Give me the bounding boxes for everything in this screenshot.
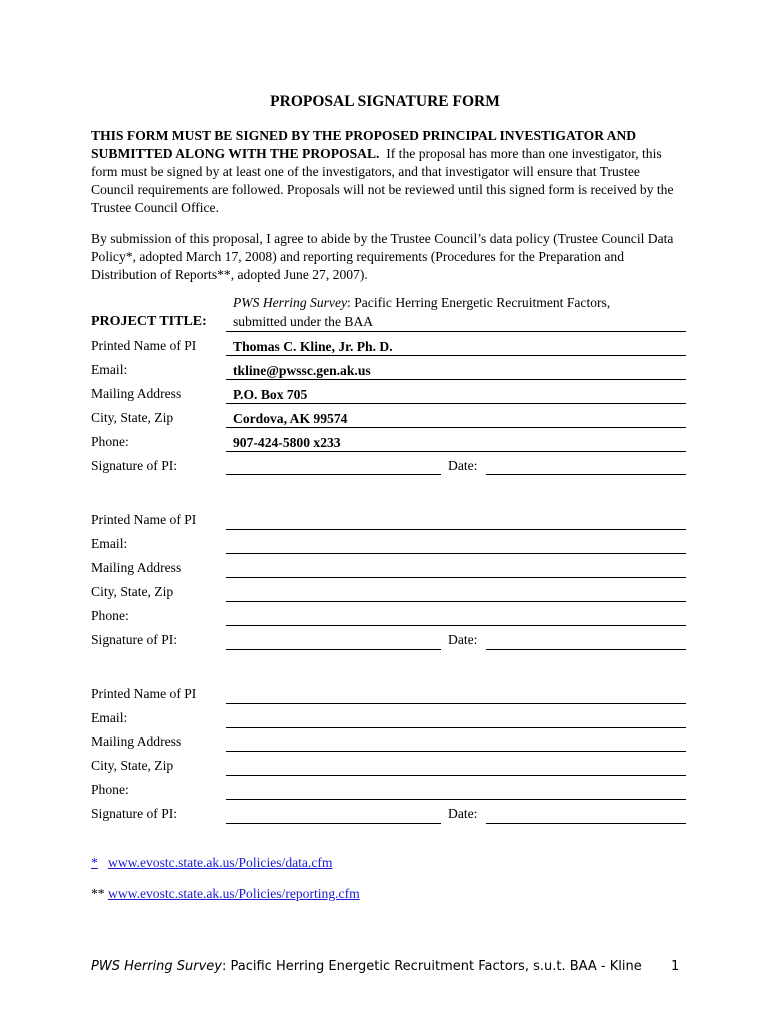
pi3-email-label: Email:	[91, 710, 128, 725]
pi3-date-label: Date:	[448, 806, 478, 821]
pi3-city-line[interactable]	[226, 775, 686, 776]
pi1-email-value[interactable]: tkline@pwssc.gen.ak.us	[233, 363, 371, 378]
pi1-name-label: Printed Name of PI	[91, 338, 197, 353]
footer-italic: PWS Herring Survey	[91, 959, 222, 974]
pi1-city-value[interactable]: Cordova, AK 99574	[233, 411, 348, 426]
pi1-mailing-value[interactable]: P.O. Box 705	[233, 387, 308, 402]
page-number: 1	[671, 959, 680, 974]
pi3-signature-label: Signature of PI:	[91, 806, 178, 821]
project-title-line1	[233, 295, 610, 311]
pi2-date-line[interactable]	[486, 649, 686, 650]
pi1-city-line	[226, 427, 686, 428]
pi2-phone-label: Phone:	[91, 608, 129, 623]
project-title-line2: submitted under the BAA	[233, 314, 374, 329]
pi2-email-label: Email:	[91, 536, 128, 551]
pi3-phone-label: Phone:	[91, 782, 129, 797]
pi1-city-label: City, State, Zip	[91, 410, 174, 425]
pi1-date-line[interactable]	[486, 474, 686, 475]
pi2-signature-label: Signature of PI:	[91, 632, 178, 647]
project-title-rest: : Pacific Herring Energetic Recruitment Factors,	[347, 295, 611, 310]
pi3-mailing-label: Mailing Address	[91, 734, 182, 749]
pi1-phone-line	[226, 451, 686, 452]
footnote-2-link[interactable]: www.evostc.state.ak.us/Policies/reporting.cfm	[108, 886, 360, 901]
pi2-phone-line[interactable]	[226, 625, 686, 626]
pi3-name-line[interactable]	[226, 703, 686, 704]
project-title-italic: PWS Herring Survey	[233, 295, 348, 310]
pi2-name-line[interactable]	[226, 529, 686, 530]
pi2-name-label: Printed Name of PI	[91, 512, 197, 527]
pi1-phone-label: Phone:	[91, 434, 129, 449]
pi3-name-label: Printed Name of PI	[91, 686, 197, 701]
pi3-date-line[interactable]	[486, 823, 686, 824]
footnote-1-marker: *	[91, 855, 98, 870]
pi1-name-line	[226, 355, 686, 356]
footnote-1	[91, 855, 333, 871]
pi1-signature-label: Signature of PI:	[91, 458, 178, 473]
intro-bold-text: THIS FORM MUST BE SIGNED BY THE PROPOSED PRINCIPAL INVESTIGATOR AND SUBMITTED ALONG WITH THE PROPOSAL.	[91, 128, 637, 161]
intro-rest-text: If the proposal has more than one investigator, this form must be signed by at least one of the investigators, and that investigator will ensure that Trustee Council requirements are followed. Proposals will not be reviewed until this signed form is received by the Trustee Council Office.	[91, 146, 674, 215]
pi1-name-value[interactable]: Thomas C. Kline, Jr. Ph. D.	[233, 339, 393, 354]
footnote-2	[91, 886, 360, 902]
footnote-1-link[interactable]: www.evostc.state.ak.us/Policies/data.cfm	[108, 855, 333, 870]
pi2-mailing-line[interactable]	[226, 577, 686, 578]
pi1-email-label: Email:	[91, 362, 128, 377]
pi3-email-line[interactable]	[226, 727, 686, 728]
page-title: PROPOSAL SIGNATURE FORM	[270, 93, 500, 110]
footnote-2-marker: **	[91, 886, 105, 901]
pi1-signature-line[interactable]	[226, 474, 441, 475]
pi3-signature-line[interactable]	[226, 823, 441, 824]
project-title-underline	[226, 331, 686, 332]
footer-rest: : Pacific Herring Energetic Recruitment Factors, s.u.t. BAA - Kline	[222, 959, 642, 974]
pi2-date-label: Date:	[448, 632, 478, 647]
pi2-city-line[interactable]	[226, 601, 686, 602]
pi1-mailing-line	[226, 403, 686, 404]
pi1-email-line	[226, 379, 686, 380]
pi2-email-line[interactable]	[226, 553, 686, 554]
agreement-paragraph: By submission of this proposal, I agree to abide by the Trustee Council’s data policy (Trustee Council Data Policy*, adopted March 17, 2008) and reporting requirements (Procedures for the Preparation and Distribution of Reports**, adopted June 27, 2007).	[91, 231, 674, 282]
pi1-mailing-label: Mailing Address	[91, 386, 182, 401]
pi3-phone-line[interactable]	[226, 799, 686, 800]
pi3-city-label: City, State, Zip	[91, 758, 174, 773]
pi2-mailing-label: Mailing Address	[91, 560, 182, 575]
pi2-signature-line[interactable]	[226, 649, 441, 650]
intro-paragraph	[91, 127, 686, 217]
project-title-label: PROJECT TITLE:	[91, 314, 207, 329]
page-footer	[91, 959, 642, 974]
pi3-mailing-line[interactable]	[226, 751, 686, 752]
pi1-date-label: Date:	[448, 458, 478, 473]
pi1-phone-value[interactable]: 907-424-5800 x233	[233, 435, 341, 450]
pi2-city-label: City, State, Zip	[91, 584, 174, 599]
